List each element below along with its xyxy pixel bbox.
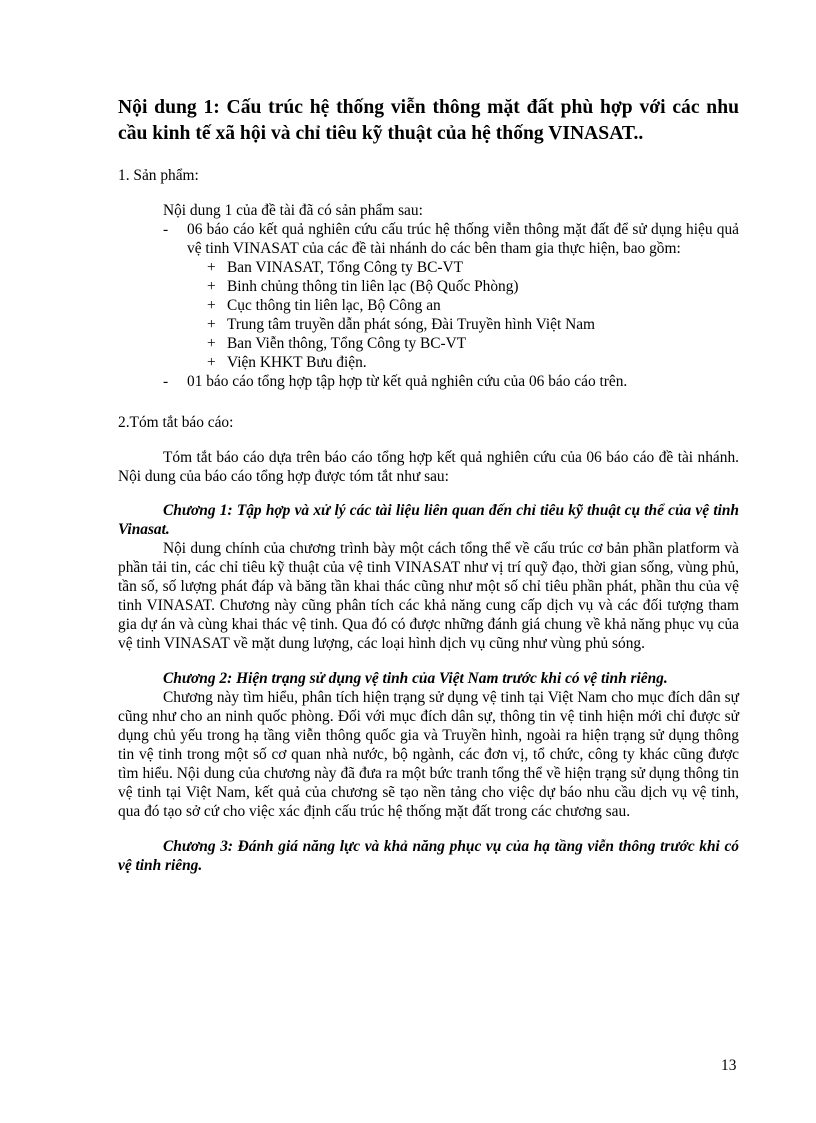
document-page <box>118 95 739 875</box>
products-intro: Nội dung 1 của đề tài đã có sản phẩm sau: <box>163 202 423 219</box>
products-list <box>118 220 739 391</box>
section-heading-products: 1. Sản phẩm: <box>118 167 199 184</box>
list-item: + Ban VINASAT, Tổng Công ty BC-VT <box>207 258 739 277</box>
list-item: + Trung tâm truyền dẫn phát sóng, Đài Truyền hình Việt Nam <box>207 315 739 334</box>
chapter-1-title: Chương 1: Tập hợp và xử lý các tài liệu liên quan đến chỉ tiêu kỹ thuật cụ thể của vệ tinh Vinasat. <box>118 502 739 538</box>
participants-list <box>187 258 739 372</box>
list-item: + Ban Viễn thông, Tổng Công ty BC-VT <box>207 334 739 353</box>
chapter-1-body: Nội dung chính của chương trình bày một cách tổng thể về cấu trúc cơ bản phần platform và phần tải tin, các chỉ tiêu kỹ thuật của vệ tinh VINASAT như vị trí quỹ đạo, thời gian sống, vùng phủ, tần số, số lượng phát đáp và băng tần khai thác cũng như một số chỉ tiêu phần phát, phần thu của vệ tinh VINASAT. Chương này cũng phân tích các khả năng cung cấp dịch vụ và các đối tượng tham gia dự án và cùng khai thác vệ tinh. Qua đó có được những đánh giá chung về khả năng phục vụ của vệ tinh VINASAT về mặt dung lượng, các loại hình dịch vụ cũng như vùng phủ sóng. <box>118 540 739 652</box>
products-item-summary-report: - 01 báo cáo tổng hợp tập hợp từ kết quả nghiên cứu của 06 báo cáo trên. <box>163 372 739 391</box>
section-heading-summary: 2.Tóm tắt báo cáo: <box>118 414 234 431</box>
products-item-reports: 06 báo cáo kết quả nghiên cứu cấu trúc hệ thống viễn thông mặt đất để sử dụng hiệu quả vệ tinh VINASAT của các đề tài nhánh do các bên tham gia thực hiện, bao gồm: <box>187 221 739 257</box>
summary-paragraph: Tóm tắt báo cáo dựa trên báo cáo tổng hợp kết quả nghiên cứu của 06 báo cáo đề tài nhánh. Nội dung của báo cáo tổng hợp được tóm tắt như sau: <box>118 449 739 485</box>
chapter-2-title: Chương 2: Hiện trạng sử dụng vệ tinh của Việt Nam trước khi có vệ tinh riêng. <box>163 670 668 687</box>
list-item <box>163 220 739 372</box>
chapter-2-body: Chương này tìm hiểu, phân tích hiện trạng sử dụng vệ tinh tại Việt Nam cho mục đích dân sự cũng như cho an ninh quốc phòng. Đối với mục đích dân sự, thông tin vệ tinh hiện mới chỉ được sử dụng chủ yếu trong hạ tầng viễn thông quốc gia và Truyền hình, ngoài ra hiện trạng sử dụng thông tin vệ tinh trong một số cơ quan nhà nước, bộ ngành, các đơn vị, tổ chức, công ty khác cũng được tìm hiểu. Nội dung của chương này đã đưa ra một bức tranh tổng thể về hiện trạng sử dụng thông tin vệ tinh tại Việt Nam, kết quả của chương sẽ tạo nền tảng cho việc dự báo nhu cầu dịch vụ vệ tinh, qua đó tạo sở cứ cho việc xác định cấu trúc hệ thống mặt đất trong các chương sau. <box>118 689 739 820</box>
list-item: + Binh chủng thông tin liên lạc (Bộ Quốc Phòng) <box>207 277 739 296</box>
list-item: + Cục thông tin liên lạc, Bộ Công an <box>207 296 739 315</box>
page-number: 13 <box>721 1057 737 1074</box>
document-title: Nội dung 1: Cấu trúc hệ thống viễn thông mặt đất phù hợp với các nhu cầu kinh tế xã hội và chỉ tiêu kỹ thuật của hệ thống VINASAT.. <box>118 97 739 144</box>
chapter-3-title: Chương 3: Đánh giá năng lực và khả năng phục vụ của hạ tầng viễn thông trước khi có vệ tinh riêng. <box>118 838 739 874</box>
list-item: + Viện KHKT Bưu điện. <box>207 353 739 372</box>
